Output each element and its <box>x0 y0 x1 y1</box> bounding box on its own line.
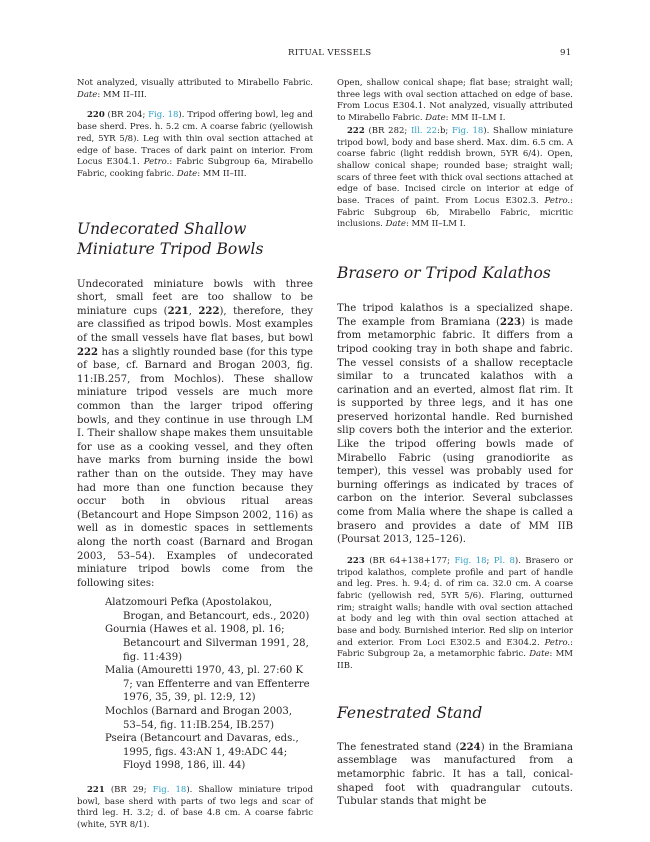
body-paragraph: The tripod kalathos is a specialized shape. The example from Bramiana (223) is made from metamorphic fabric. It differs from a tripod cooking tray in both shape and fabric. The vessel consists of a shallow receptacle similar to a truncated kalathos with a carination and an everted, almost flat rim. It is supported by three legs, and it has one preserved horizontal handle. Red burnished slip covers both the interior and the exterior. Like the tripod offering bowls made of Mirabello Fabric (using granodiorite as temper), this vessel was probably used for burning offerings as indicated by traces of carbon on the interior. Several subclasses come from Malia where the shape is called a brasero and provides a date of MM IIB (Poursat 2013, 125–126). <box>337 303 573 546</box>
section-heading: Brasero or Tripod Kalathos <box>337 264 551 283</box>
fig-link[interactable]: Fig. 18 <box>451 125 484 136</box>
plate-link[interactable]: Pl. 8 <box>493 555 515 566</box>
catalog-entry-220: 220 (BR 204; Fig. 18). Tripod offering bowl, leg and base sherd. Pres. h. 5.2 cm. A coarse fabric (yellowish red, 5YR 5/8). Leg with thin oval section attached at edge of base. Traces of dark paint on interior. From Locus E304.1. Petro.: Fabric Subgroup 6a, Mirabello Fabric, cooking fabric. Date: MM II–III. <box>77 110 313 179</box>
catalog-continuation: Open, shallow conical shape; flat base; straight wall; three legs with oval section attached on edge of base. From Locus E304.1. Not analyzed, visually attributed to Mirabello Fabric. Date: MM II–LM I. <box>337 78 573 124</box>
site-list-item: Mochlos (Barnard and Brogan 2003, 53–54, fig. 11:IB.254, IB.257) <box>105 706 293 731</box>
catalog-entry-223: 223 (BR 64+138+177; Fig. 18; Pl. 8). Brasero or tripod kalathos, complete profile and part of handle and leg. Pres. h. 9.4; d. of rim ca. 32.0 cm. A coarse fabric (yellowish red, 5YR 5/6). Flaring, outturned rim; straight walls; handle with oval section attached at body and leg with thin oval section attached at base and body. Burnished interior. Red slip on interior and exterior. From Loci E302.5 and E304.2. Petro.: Fabric Subgroup 2a, a metamorphic fabric. Date: MM IIB. <box>337 555 573 672</box>
site-list-item: Malia (Amouretti 1970, 43, pl. 27:60 K 7; van Effenterre and van Effenterre 1976, 35, 39, pl. 12:9, 12) <box>105 665 310 704</box>
section-heading: Undecorated Shallow Miniature Tripod Bowls <box>77 219 264 258</box>
section-heading: Fenestrated Stand <box>337 703 483 722</box>
site-list <box>77 596 313 773</box>
ill-link[interactable]: Ill. 22 <box>411 125 438 136</box>
body-paragraph: The fenestrated stand (224) in the Bramiana assemblage was manufactured from a metamorphic fabric. It has a tall, conical-shaped foot with quadrangular cutouts. Tubular stands that might be <box>337 741 573 808</box>
site-list-item: Pseira (Betancourt and Davaras, eds., 1995, figs. 43:AN 1, 49:ADC 44; Floyd 1998, 186, ill. 44) <box>105 733 299 772</box>
site-list-item: Alatzomouri Pefka (Apostolakou, Brogan, and Betancourt, eds., 2020) <box>105 597 310 622</box>
catalog-entry-222: 222 (BR 282; Ill. 22:b; Fig. 18). Shallow miniature tripod bowl, body and base sherd. Max. dim. 6.5 cm. A coarse fabric (light reddish brown, 5YR 6/4). Open, shallow conical shape; rounded base; straight wall; scars of three feet with thick oval sections attached at edge of base. Incised circle on interior at edge of base. Traces of paint. From Locus E302.3. Petro.: Fabric Subgroup 6b, Mirabello Fabric, micritic inclusions. Date: MM II–LM I. <box>337 125 574 230</box>
catalog-continuation: Not analyzed, visually attributed to Mirabello Fabric. Date: MM II–III. <box>77 78 313 100</box>
site-list-item: Gournia (Hawes et al. 1908, pl. 16; Betancourt and Silverman 1991, 28, fig. 11:439) <box>105 624 309 663</box>
body-paragraph: Undecorated miniature bowls with three short, small feet are too shallow to be miniature cups (221, 222), therefore, they are classified as tripod bowls. Most examples of the small vessels have flat bases, but bowl 222 has a slightly rounded base (for this type of base, cf. Barnard and Brogan 2003, fig. 11:IB.257, from Mochlos). These shallow miniature tripod vessels are much more common than the larger tripod offering bowls, and they continue in use through LM I. Their shallow shape makes them unsuitable for use as a cooking vessel, and they often have marks from burning inside the bowl rather than on the outside. They may have had more than one function because they occur both in obvious ritual areas (Betancourt and Hope Simpson 2002, 116) as well as in domestic spaces in settlements along the north coast (Barnard and Brogan 2003, 53–54). Examples of undecorated miniature tripod bowls come from the following sites: <box>77 278 313 589</box>
left-column <box>77 78 313 832</box>
fig-link[interactable]: Fig. 18 <box>454 555 487 566</box>
fig-link[interactable]: Fig. 18 <box>152 785 187 795</box>
page-number: 91 <box>560 48 572 58</box>
fig-link[interactable]: Fig. 18 <box>148 110 179 121</box>
catalog-entry-221: 221 (BR 29; Fig. 18). Shallow miniature tripod bowl, base sherd with parts of two legs and scar of third leg. H. 3.2; d. of base 4.8 cm. A coarse fabric (white, 5YR 8/1). <box>77 785 314 831</box>
right-column <box>337 78 573 809</box>
running-header-title: RITUAL VESSELS <box>288 48 372 58</box>
